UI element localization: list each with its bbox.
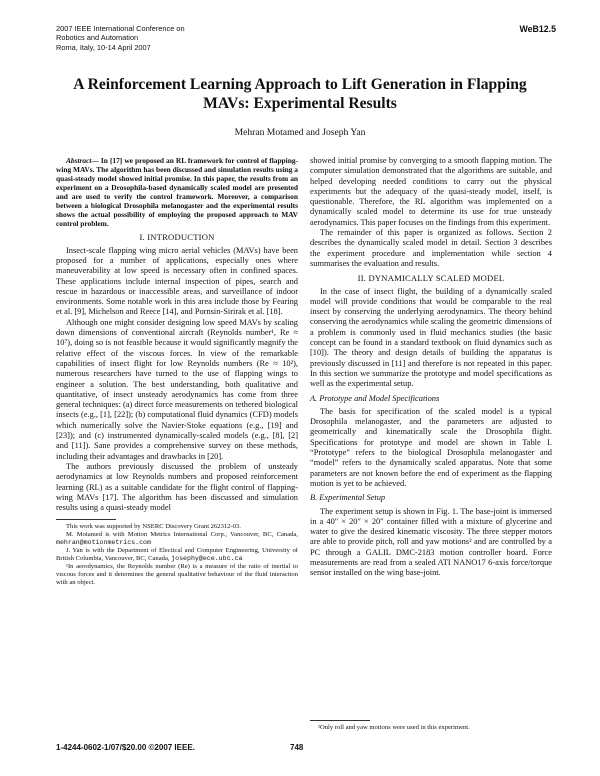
conference-line: 2007 IEEE International Conference on [56, 24, 185, 33]
author-email: josephy@ece.ubc.ca [171, 555, 243, 563]
paper-title [40, 75, 560, 113]
footnote-divider [56, 519, 116, 520]
footnote-text: J. Yan is with the Department of Electical and Computer Engineering, University of British Columbia, Vancouver, BC, Canada, [56, 547, 298, 563]
abstract [56, 156, 298, 228]
title-line: MAVs: Experimental Results [203, 95, 397, 112]
page-number: 748 [290, 743, 304, 752]
paragraph: In the case of insect flight, the building of a dynamically scaled model will provide conditions that would be comparable to the real insect by conserving the underlying aerodynamics. The theory behind conserving the aerodynamics while scaling the geometric dimensions of a problem is commonly used in fluid mechanics studies (the basic concept can be found in a standard textbook on fluid dynamics such as [10]). The theory and design details of building the apparatus is previously discussed in [11] and therefore is not repeated in this paper. In this section we summarize the prototype and model specifications as well as the experimental setup. [310, 286, 552, 389]
authors: Mehran Motamed and Joseph Yan [234, 127, 366, 138]
subsection-heading: A. Prototype and Model Specifications [310, 393, 440, 403]
paragraph: Although one might consider designing low speed MAVs by scaling down dimensions of conventional aircraft (Reynolds number¹, Re ≈ 10⁷), doing so is not feasible because it would significantly magnify the relative effect of the viscous forces. In view of the remarkable capabilities of insect flight for low Reynolds numbers (Re ≈ 10²), numerous researchers have turned to the use of flapping wings to engineer a solution. The best understanding, both qualitative and quantitative, of insect unsteady aerodynamics has come from three general techniques: (a) direct force measurements on tethered biological insects (e.g., [1], [22]); (b) computational fluid dynamics (CFD) models which numerically solve the Navier-Stoke equations (e.g., [19] and [23]); and (c) instrumented dynamically-scaled models (e.g., [8], [2] and [11]). Sane provides a comprehensive survey on these methods, including their advantages and drawbacks in [20]. [56, 317, 298, 461]
conference-line: Roma, Italy, 10-14 April 2007 [56, 42, 151, 52]
author-email: mehran@motionmetrics.com [56, 539, 151, 547]
paragraph: The basis for specification of the scaled model is a typical Drosophila melanogaster, and the parameters are adjusted to geometrically and kinematically scale the Drosophila flight. Specifications for prototype and model are shown in Table I. “Prototype” refers to the biological Drosophila melanogaster and “model” refers to the dynamically scaled apparatus. Note that some parameters are not known before the end of experiment as the flapping motion is yet to be achieved. [310, 406, 552, 488]
footnote-divider [310, 720, 370, 721]
session-id: WeB12.5 [519, 24, 556, 34]
paragraph: showed initial promise by converging to a smooth flapping motion. The computer simulation demonstrated that the algorithms are suitable, and helped developing needed conditions to carry out the physical experiments but the adequacy of the quasi-steady model, itself, is questionable. Therefore, the RL algorithm was implemented on a dynamically scaled model to determine its use for true unsteady aerodynamics. This paper focuses on the findings from this experiment. [310, 156, 552, 227]
copyright-line: 1-4244-0602-1/07/$20.00 ©2007 IEEE. [56, 743, 195, 752]
left-column [56, 156, 298, 587]
paragraph: The experiment setup is shown in Fig. 1. The base-joint is immersed in a 40″ × 20″ × 20″ container filled with a mixture of glycerine and water to give the desired kinematic viscosity. The three stepper motors are able to provide pitch, roll and yaw motions² and are controlled by a PC through a GALIL DMC-2183 motion controller board. Force measurements are read from a sealed ATI NANO17 6-axis force/torque sensor installed on the wing base-joint. [310, 506, 552, 578]
abstract-lead: Abstract [66, 156, 92, 165]
conference-line: Robotics and Automation [56, 33, 139, 43]
paragraph: The authors previously discussed the problem of unsteady aerodynamics at low Reynolds numbers and proposed reinforcement learning (RL) as a suitable candidate for the flight control of flapping-wing MAVs [17]. The algorithm has been discussed and simulation results using a quasi-steady model [56, 461, 298, 513]
footnote: This work was supported by NSERC Discovery Grant 262312-03. [66, 523, 241, 531]
footnote [56, 547, 298, 563]
abstract-text: — In [17] we proposed an RL framework for control of flapping-wing MAVs. The algorithm has been discussed and simulation results using a quasi-steady model showed initial promise. In this paper, the results from an experiment on a Drosophila-based dynamically scaled model are presented and are used to verify the control framework. Moreover, a comparison between a biological Drosophila melanogaster and the experimental results shows the actual possibility of employing the proposed approach to MAV control problem. [56, 156, 298, 229]
footnote: ¹In aerodynamics, the Reynolds number (Re) is a measure of the ratio of inertial to viscous forces and it determines the general qualitative behaviour of the fluid interaction with an object. [56, 563, 298, 587]
footnote [56, 531, 298, 547]
right-footnote-area [310, 714, 552, 732]
footnote: ²Only roll and yaw motions were used in this experiment. [318, 724, 470, 731]
paragraph: Insect-scale flapping wing micro aerial vehicles (MAVs) have been proposed for a number of applications, especially ones where maneuverability at low speed is necessary often in confined spaces. These applications include internal inspection of pipes, search and rescue in hazardous or inaccessible areas, and surveillance of indoor environments. Some notable work in this area include those by Fearing et al. [9], Michelson and Reece [14], and Pornsin-Sirirak et al. [18]. [56, 245, 298, 317]
footnote-text: M. Motamed is with Motion Metrics International Corp., Vancouver, BC, Canada, [66, 531, 298, 539]
title-line: A Reinforcement Learning Approach to Lift Generation in Flapping [73, 76, 527, 93]
section-heading: I. INTRODUCTION [139, 232, 215, 243]
right-column [310, 156, 552, 579]
conference-header [56, 24, 185, 52]
section-heading: II. DYNAMICALLY SCALED MODEL [357, 273, 505, 284]
paragraph: The remainder of this paper is organized as follows. Section 2 describes the dynamically scaled model in detail. Section 3 describes the experiment procedure and implementation while section 4 summarises the evaluation and results. [310, 228, 552, 268]
subsection-heading: B. Experimental Setup [310, 493, 386, 503]
